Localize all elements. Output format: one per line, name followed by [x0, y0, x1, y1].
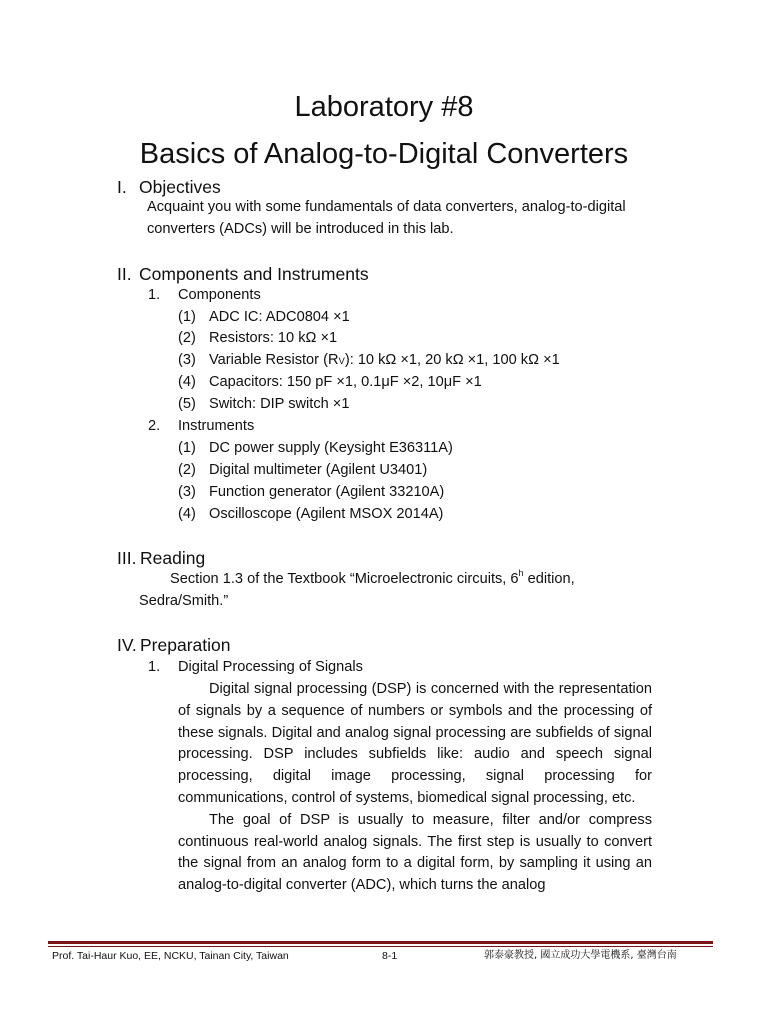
preparation-sub1-label: Digital Processing of Signals [178, 659, 363, 675]
reading-text-line2: Sedra/Smith.” [139, 593, 229, 609]
component-item-text-pre: Variable Resistor (R [209, 352, 339, 368]
instrument-item-number: (4) [178, 506, 196, 522]
component-item-text-post: ): 10 kΩ ×1, 20 kΩ ×1, 100 kΩ ×1 [344, 352, 560, 368]
footer-page-number: 8-1 [382, 950, 398, 962]
page-title-line2: Basics of Analog-to-Digital Converters [139, 138, 629, 170]
instrument-item-text: Function generator (Agilent 33210A) [209, 484, 445, 500]
preparation-body [178, 679, 652, 897]
footer-rule-thin [48, 946, 713, 947]
component-item-number: (1) [178, 309, 196, 325]
component-item-number: (4) [178, 374, 196, 390]
dsp-paragraph-2: The goal of DSP is usually to measure, filter and/or compress continuous real-world analog signals. The first step is usually to convert the signal from an analog form to a digital form, by sampling it using an analog-to-digital converter (ADC), which turns the analog [178, 811, 652, 894]
reading-text-post: edition, [523, 571, 575, 587]
footer-chinese-affiliation: 郭泰豪教授, 國立成功大學電機系, 臺灣台南 [484, 950, 677, 961]
preparation-sub1-number: 1. [148, 659, 161, 675]
instrument-item-number: (3) [178, 484, 196, 500]
section-components-heading: Components and Instruments [139, 264, 369, 284]
reading-text-superscript: h [518, 568, 524, 579]
components-group1-label: Components [178, 287, 261, 303]
component-item-text [209, 350, 560, 373]
section-objectives-heading: Objectives [139, 177, 221, 197]
section-components-number: II. [117, 264, 132, 284]
component-item-text-subscript: V [338, 356, 345, 367]
section-preparation-number: IV. [117, 635, 137, 655]
component-item-text: Capacitors: 150 pF ×1, 0.1μF ×2, 10μF ×1 [209, 374, 482, 390]
section-preparation-heading: Preparation [140, 635, 231, 655]
section-objectives-number: I. [117, 177, 127, 197]
reading-text-pre: Section 1.3 of the Textbook “Microelectronic circuits, 6 [170, 571, 519, 587]
dsp-paragraph-1: Digital signal processing (DSP) is concerned with the representation of signals by a sequence of numbers or symbols and the processing of these signals. Digital and analog signal processing are subfields of signal processing. DSP includes subfields like: audio and speech signal processing, digital image processing, signal processing for communications, control of systems, biomedical signal processing, etc. [178, 681, 652, 806]
page-title-line1: Laboratory #8 [294, 91, 474, 123]
component-item-number: (3) [178, 352, 196, 368]
footer-author: Prof. Tai-Haur Kuo, EE, NCKU, Tainan City, Taiwan [52, 950, 289, 962]
components-group2-label: Instruments [178, 418, 255, 434]
components-group1-number: 1. [148, 287, 161, 303]
component-item-number: (5) [178, 396, 196, 412]
instrument-item-text: Oscilloscope (Agilent MSOX 2014A) [209, 506, 444, 522]
instrument-item-number: (1) [178, 440, 196, 456]
instrument-item-number: (2) [178, 462, 196, 478]
instrument-item-text: DC power supply (Keysight E36311A) [209, 440, 453, 456]
components-group2-number: 2. [148, 418, 161, 434]
reading-text-line1 [170, 569, 575, 591]
footer-rule-thick [48, 941, 713, 944]
section-reading-heading: Reading [140, 548, 206, 568]
section-reading-number: III. [117, 548, 137, 568]
component-item-text: ADC IC: ADC0804 ×1 [209, 309, 350, 325]
objectives-text-line2: converters (ADCs) will be introduced in this lab. [147, 221, 454, 237]
instrument-item-text: Digital multimeter (Agilent U3401) [209, 462, 428, 478]
component-item-number: (2) [178, 330, 196, 346]
component-item-text: Switch: DIP switch ×1 [209, 396, 350, 412]
objectives-text-line1: Acquaint you with some fundamentals of data converters, analog-to-digital [147, 199, 626, 215]
component-item-text: Resistors: 10 kΩ ×1 [209, 330, 338, 346]
